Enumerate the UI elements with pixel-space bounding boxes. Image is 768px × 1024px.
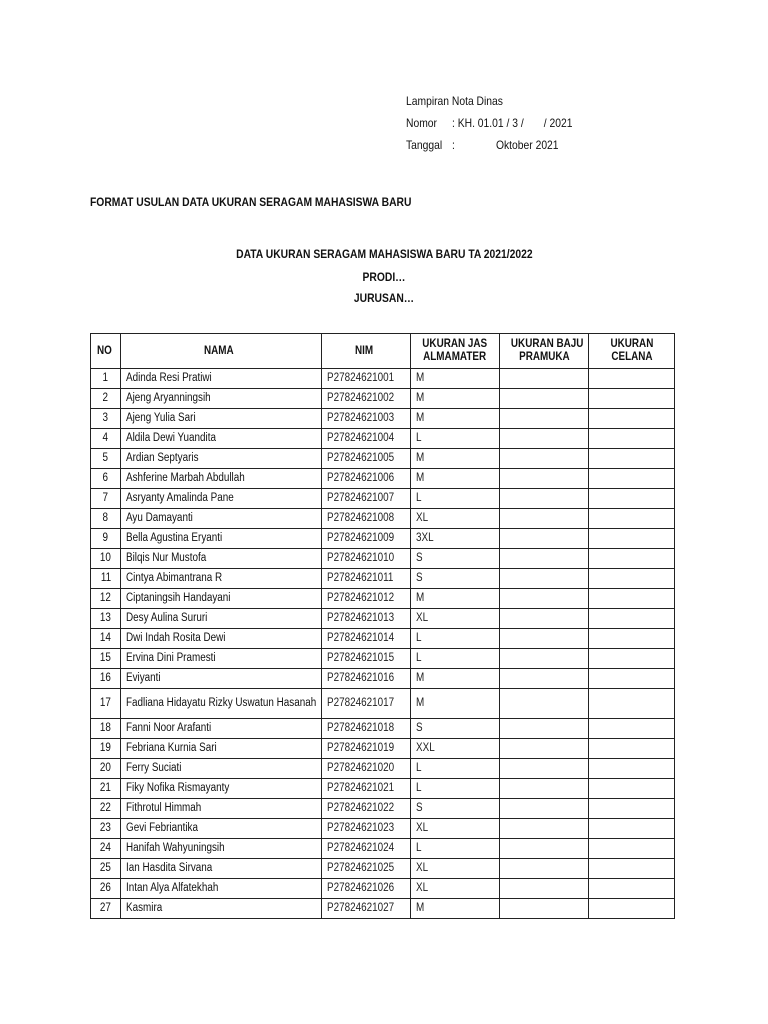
row-ukuran-jas-cell: S [411,799,500,819]
row-ukuran-celana-cell [589,759,675,779]
row-nim-cell: P27824621021 [322,779,411,799]
table-row [91,719,675,739]
header-ukuran-jas-line1: UKURAN JAS [422,338,488,350]
row-ukuran-baju-cell [500,489,589,509]
row-nama-cell: Cintya Abimantrana R [121,569,322,589]
row-nama-cell: Desy Aulina Sururi [121,609,322,629]
document-title-text: FORMAT USULAN DATA UKURAN SERAGAM MAHASISWA BARU [90,195,412,209]
uniform-size-table [90,333,675,919]
row-nama-cell: Bilqis Nur Mustofa [121,549,322,569]
row-nim-cell: P27824621001 [322,369,411,389]
row-ukuran-jas-cell: L [411,839,500,859]
row-nama-cell: Ajeng Yulia Sari [121,409,322,429]
row-nim-cell: P27824621004 [322,429,411,449]
prodi-title-text: PRODI… [362,270,406,284]
row-no-cell: 12 [91,589,121,609]
row-ukuran-jas-cell: M [411,669,500,689]
table-row [91,409,675,429]
table-row [91,609,675,629]
table-row [91,879,675,899]
row-nama-cell: Fiky Nofika Rismayanty [121,779,322,799]
jurusan-title-text: JURUSAN… [353,291,415,305]
row-nim-cell: P27824621023 [322,819,411,839]
row-nim-cell: P27824621020 [322,759,411,779]
row-ukuran-baju-cell [500,369,589,389]
memo-line-tanggal [406,137,606,159]
header-ukuran-baju-line1: UKURAN BAJU [510,338,584,350]
table-row [91,779,675,799]
tanggal-separator: : [452,138,455,152]
row-no-cell: 21 [91,779,121,799]
header-ukuran-baju-line2: PRAMUKA [518,351,570,363]
memo-line-lampiran [406,93,606,115]
row-nama-cell: Fadliana Hidayatu Rizky Uswatun Hasanah [121,689,322,719]
row-ukuran-baju-cell [500,839,589,859]
row-nama-cell: Febriana Kurnia Sari [121,739,322,759]
row-nim-cell: P27824621013 [322,609,411,629]
row-nama-cell: Ervina Dini Pramesti [121,649,322,669]
row-nama-cell: Hanifah Wahyuningsih [121,839,322,859]
row-nama-cell: Bella Agustina Eryanti [121,529,322,549]
row-ukuran-jas-cell: XL [411,609,500,629]
row-nama-cell: Fanni Noor Arafanti [121,719,322,739]
row-nim-cell: P27824621007 [322,489,411,509]
table-row [91,839,675,859]
row-ukuran-celana-cell [589,409,675,429]
row-ukuran-baju-cell [500,609,589,629]
row-ukuran-baju-cell [500,589,589,609]
header-no: NO [91,334,121,369]
row-nim-cell: P27824621025 [322,859,411,879]
row-ukuran-baju-cell [500,429,589,449]
row-ukuran-baju-cell [500,409,589,429]
row-ukuran-jas-cell: L [411,629,500,649]
row-ukuran-celana-cell [589,569,675,589]
row-ukuran-celana-cell [589,779,675,799]
row-no-cell: 17 [91,689,121,719]
row-nama-cell: Gevi Febriantika [121,819,322,839]
row-ukuran-baju-cell [500,569,589,589]
row-ukuran-jas-cell: L [411,759,500,779]
memo-header [406,93,606,159]
row-ukuran-celana-cell [589,689,675,719]
row-ukuran-jas-cell: XXL [411,739,500,759]
row-no-cell: 9 [91,529,121,549]
row-ukuran-celana-cell [589,649,675,669]
table-row [91,669,675,689]
row-no-cell: 2 [91,389,121,409]
row-ukuran-celana-cell [589,839,675,859]
row-nim-cell: P27824621027 [322,899,411,919]
row-ukuran-jas-cell: XL [411,879,500,899]
row-nim-cell: P27824621014 [322,629,411,649]
row-ukuran-celana-cell [589,589,675,609]
row-ukuran-jas-cell: M [411,389,500,409]
table-row [91,819,675,839]
row-ukuran-jas-cell: XL [411,819,500,839]
row-nama-cell: Adinda Resi Pratiwi [121,369,322,389]
table-row [91,389,675,409]
row-no-cell: 24 [91,839,121,859]
table-row [91,649,675,669]
row-ukuran-jas-cell: L [411,429,500,449]
row-ukuran-baju-cell [500,449,589,469]
row-nama-cell: Ajeng Aryanningsih [121,389,322,409]
row-no-cell: 11 [91,569,121,589]
row-no-cell: 22 [91,799,121,819]
row-nim-cell: P27824621008 [322,509,411,529]
nomor-value: : KH. 01.01 / 3 / / 2021 [452,116,573,130]
table-title [0,247,768,261]
row-ukuran-baju-cell [500,899,589,919]
row-nama-cell: Aldila Dewi Yuandita [121,429,322,449]
header-ukuran-celana-line2: CELANA [610,351,653,363]
row-nim-cell: P27824621026 [322,879,411,899]
lampiran-label: Lampiran Nota Dinas [406,94,503,108]
row-nim-cell: P27824621017 [322,689,411,719]
header-ukuran-baju [500,334,589,369]
table-row [91,429,675,449]
memo-line-nomor [406,115,606,137]
row-ukuran-jas-cell: M [411,369,500,389]
row-ukuran-jas-cell: S [411,569,500,589]
row-nim-cell: P27824621022 [322,799,411,819]
row-no-cell: 14 [91,629,121,649]
row-ukuran-baju-cell [500,689,589,719]
row-ukuran-jas-cell: L [411,649,500,669]
table-row [91,469,675,489]
nomor-label: Nomor [406,116,437,130]
row-ukuran-jas-cell: S [411,719,500,739]
row-ukuran-baju-cell [500,389,589,409]
header-nama: NAMA [121,334,322,369]
row-ukuran-jas-cell: 3XL [411,529,500,549]
row-nim-cell: P27824621006 [322,469,411,489]
row-nim-cell: P27824621018 [322,719,411,739]
row-ukuran-baju-cell [500,529,589,549]
row-ukuran-jas-cell: M [411,689,500,719]
row-ukuran-baju-cell [500,629,589,649]
table-row [91,569,675,589]
row-ukuran-celana-cell [589,469,675,489]
tanggal-label: Tanggal [406,138,443,152]
row-nama-cell: Intan Alya Alfatekhah [121,879,322,899]
row-ukuran-celana-cell [589,369,675,389]
row-ukuran-baju-cell [500,509,589,529]
row-no-cell: 8 [91,509,121,529]
row-no-cell: 15 [91,649,121,669]
row-ukuran-celana-cell [589,739,675,759]
row-ukuran-baju-cell [500,469,589,489]
row-ukuran-celana-cell [589,509,675,529]
table-row [91,529,675,549]
row-ukuran-celana-cell [589,449,675,469]
row-nim-cell: P27824621002 [322,389,411,409]
row-ukuran-jas-cell: M [411,899,500,919]
row-no-cell: 18 [91,719,121,739]
table-header-row [91,334,675,369]
row-no-cell: 7 [91,489,121,509]
row-ukuran-baju-cell [500,879,589,899]
row-ukuran-celana-cell [589,529,675,549]
row-ukuran-baju-cell [500,859,589,879]
table-title-text: DATA UKURAN SERAGAM MAHASISWA BARU TA 2021/2022 [235,247,533,261]
row-ukuran-jas-cell: L [411,779,500,799]
row-ukuran-celana-cell [589,899,675,919]
row-nama-cell: Ardian Septyaris [121,449,322,469]
row-nim-cell: P27824621010 [322,549,411,569]
row-no-cell: 16 [91,669,121,689]
row-no-cell: 19 [91,739,121,759]
row-ukuran-celana-cell [589,629,675,649]
table-row [91,369,675,389]
row-ukuran-baju-cell [500,649,589,669]
row-nim-cell: P27824621015 [322,649,411,669]
row-ukuran-jas-cell: M [411,449,500,469]
row-no-cell: 1 [91,369,121,389]
tanggal-value: Oktober 2021 [496,138,559,152]
row-no-cell: 26 [91,879,121,899]
header-nim: NIM [322,334,411,369]
row-ukuran-baju-cell [500,759,589,779]
row-ukuran-baju-cell [500,799,589,819]
row-ukuran-jas-cell: S [411,549,500,569]
row-nama-cell: Dwi Indah Rosita Dewi [121,629,322,649]
header-ukuran-jas-line2: ALMAMATER [423,351,487,363]
row-no-cell: 13 [91,609,121,629]
table-body [91,369,675,919]
row-ukuran-celana-cell [589,429,675,449]
row-nama-cell: Asryanty Amalinda Pane [121,489,322,509]
table-row [91,449,675,469]
row-ukuran-jas-cell: M [411,589,500,609]
row-ukuran-baju-cell [500,549,589,569]
header-ukuran-jas [411,334,500,369]
row-ukuran-celana-cell [589,819,675,839]
header-ukuran-celana [589,334,675,369]
row-nim-cell: P27824621011 [322,569,411,589]
table-row [91,629,675,649]
row-ukuran-jas-cell: M [411,409,500,429]
row-nama-cell: Kasmira [121,899,322,919]
row-nama-cell: Fithrotul Himmah [121,799,322,819]
table-row [91,759,675,779]
row-ukuran-jas-cell: XL [411,859,500,879]
row-ukuran-celana-cell [589,549,675,569]
row-no-cell: 5 [91,449,121,469]
row-ukuran-celana-cell [589,389,675,409]
row-nim-cell: P27824621012 [322,589,411,609]
row-ukuran-celana-cell [589,669,675,689]
row-no-cell: 3 [91,409,121,429]
row-ukuran-celana-cell [589,799,675,819]
row-ukuran-celana-cell [589,859,675,879]
table-row [91,799,675,819]
row-nim-cell: P27824621003 [322,409,411,429]
table-row [91,859,675,879]
table-row [91,739,675,759]
row-nama-cell: Ian Hasdita Sirvana [121,859,322,879]
prodi-title [0,270,768,284]
row-nim-cell: P27824621009 [322,529,411,549]
row-ukuran-jas-cell: L [411,489,500,509]
row-ukuran-celana-cell [589,719,675,739]
row-nim-cell: P27824621005 [322,449,411,469]
row-ukuran-baju-cell [500,779,589,799]
header-ukuran-celana-line1: UKURAN [610,338,653,350]
row-no-cell: 4 [91,429,121,449]
row-ukuran-baju-cell [500,669,589,689]
row-ukuran-baju-cell [500,719,589,739]
row-nama-cell: Ferry Suciati [121,759,322,779]
row-ukuran-jas-cell: M [411,469,500,489]
row-ukuran-celana-cell [589,609,675,629]
row-no-cell: 20 [91,759,121,779]
row-ukuran-baju-cell [500,739,589,759]
row-nim-cell: P27824621019 [322,739,411,759]
row-no-cell: 25 [91,859,121,879]
row-nama-cell: Eviyanti [121,669,322,689]
table-row [91,589,675,609]
row-no-cell: 6 [91,469,121,489]
row-ukuran-celana-cell [589,879,675,899]
row-ukuran-celana-cell [589,489,675,509]
row-nim-cell: P27824621016 [322,669,411,689]
row-no-cell: 23 [91,819,121,839]
row-nama-cell: Ciptaningsih Handayani [121,589,322,609]
row-nama-cell: Ashferine Marbah Abdullah [121,469,322,489]
table-row [91,549,675,569]
row-nim-cell: P27824621024 [322,839,411,859]
table-row [91,899,675,919]
row-no-cell: 27 [91,899,121,919]
row-no-cell: 10 [91,549,121,569]
jurusan-title [0,291,768,305]
row-nama-cell: Ayu Damayanti [121,509,322,529]
table-row [91,689,675,719]
document-title [90,195,464,209]
row-ukuran-baju-cell [500,819,589,839]
row-ukuran-jas-cell: XL [411,509,500,529]
table-row [91,509,675,529]
table-row [91,489,675,509]
